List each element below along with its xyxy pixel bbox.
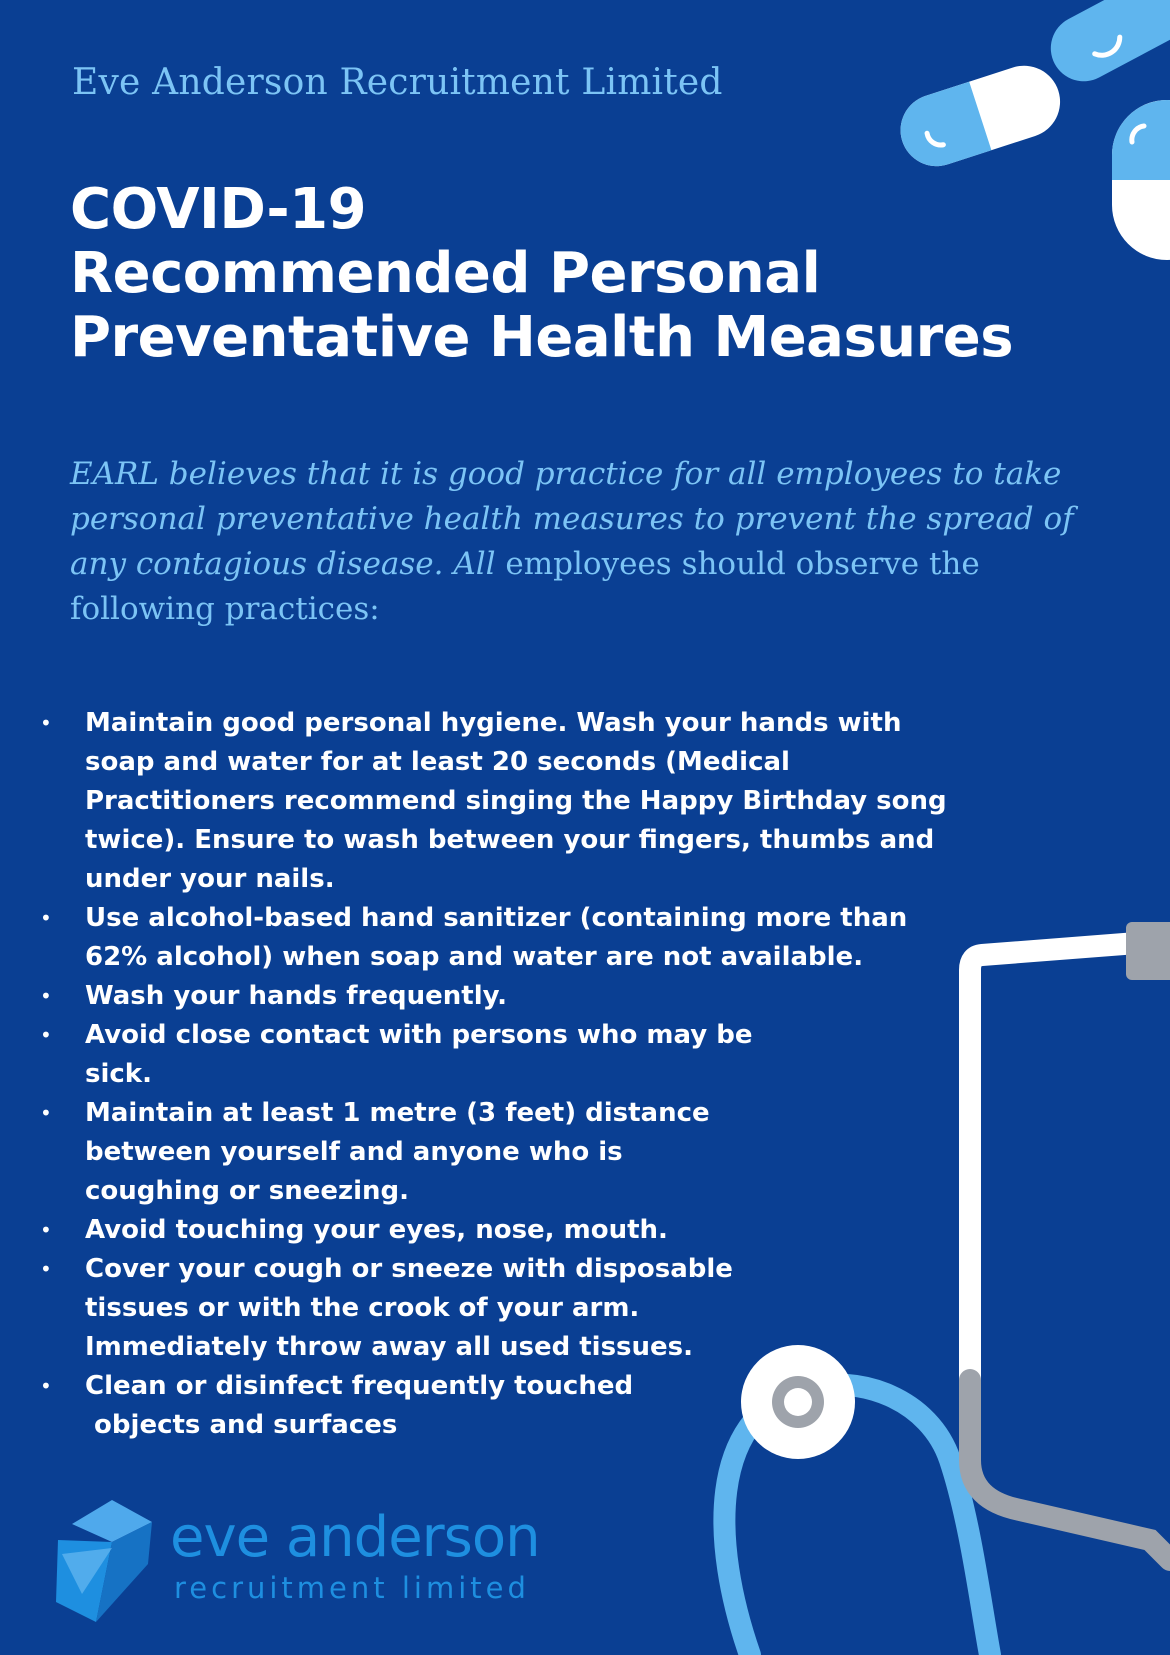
company-name: Eve Anderson Recruitment Limited (72, 62, 723, 103)
list-item-line: • Avoid touching your eyes, nose, mouth. (85, 1215, 668, 1245)
list-item (40, 1367, 1000, 1445)
eve-anderson-logo-icon (52, 1494, 156, 1624)
list-item-line: • Clean or disinfect frequently touched (85, 1371, 634, 1401)
list-item-line: • Wash your hands frequently. (85, 981, 508, 1011)
list-item-line: twice). Ensure to wash between your fingers, thumbs and (85, 825, 935, 855)
logo-subtitle-text: recruitment limited (174, 1571, 530, 1605)
title-line: Recommended Personal (70, 241, 821, 306)
list-item-line: Practitioners recommend singing the Happy Birthday song (85, 786, 947, 816)
intro-regular-text: employees should observe the following practices: (70, 546, 980, 627)
list-item (40, 899, 1000, 977)
list-item-line: • Use alcohol-based hand sanitizer (containing more than (85, 903, 908, 933)
logo-name-text: eve anderson (170, 1505, 540, 1570)
list-item-line: sick. (85, 1059, 152, 1089)
intro-italic-text: EARL believes that it is good practice for all employees to take personal preventative health measures to prevent the spread of any contagious disease. All (70, 456, 1074, 582)
list-item-line: coughing or sneezing. (85, 1176, 410, 1206)
health-measures-list (40, 704, 1000, 1445)
list-item-line: • Cover your cough or sneeze with disposable (85, 1254, 733, 1284)
list-item-line: 62% alcohol) when soap and water are not available. (85, 942, 864, 972)
list-item-line: under your nails. (85, 864, 335, 894)
list-item-line: • Avoid close contact with persons who may be (85, 1020, 753, 1050)
list-item-line: • Maintain good personal hygiene. Wash your hands with (85, 708, 902, 738)
list-item-line: between yourself and anyone who is (85, 1137, 623, 1167)
list-item-line: • Maintain at least 1 metre (3 feet) distance (85, 1098, 710, 1128)
list-item (40, 1211, 1000, 1250)
list-item (40, 1250, 1000, 1367)
list-item-line: objects and surfaces (85, 1410, 398, 1440)
title-line: Preventative Health Measures (70, 305, 1014, 370)
list-item-line: soap and water for at least 20 seconds (Medical (85, 747, 790, 777)
list-item (40, 1016, 1000, 1094)
list-item-line: Immediately throw away all used tissues. (85, 1332, 694, 1362)
intro-paragraph (70, 452, 1080, 632)
list-item (40, 1094, 1000, 1211)
title-line: COVID-19 (70, 177, 367, 242)
company-logo (52, 1490, 572, 1640)
list-item (40, 704, 1000, 899)
list-item (40, 977, 1000, 1016)
page-title (70, 178, 1013, 370)
capsule-pill-icon (1050, 0, 1170, 95)
capsule-pill-icon (1108, 96, 1170, 266)
list-item-line: tissues or with the crook of your arm. (85, 1293, 640, 1323)
